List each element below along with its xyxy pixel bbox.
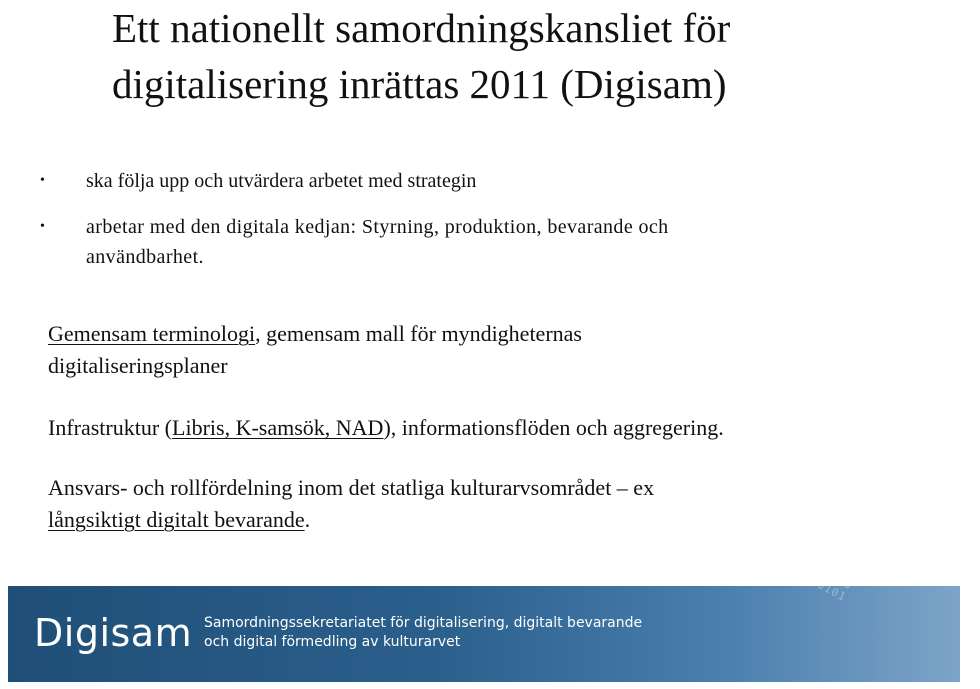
binary-pattern: 01001010101010101101 10100101010101011011 01010100101010110101 10101010101001011010 01010101101010101011 10100101010110101010 01011010101010100101 xyxy=(707,451,886,604)
infrastructure-link[interactable]: Libris, K-samsök, NAD xyxy=(172,415,384,440)
terminology-link[interactable]: Gemensam terminologi xyxy=(48,321,256,346)
bullet-marker: • xyxy=(40,173,45,188)
bullet-text-line-1: arbetar med den digitala kedjan: Styrning, produktion, bevarande och xyxy=(86,216,669,238)
paragraph-infrastructure xyxy=(48,412,948,444)
bullet-item-1 xyxy=(40,166,920,196)
tagline-line-2: och digital förmedling av kulturarvet xyxy=(204,634,461,650)
paragraph-text-after: ), informationsflöden och aggregering. xyxy=(383,415,724,440)
paragraph-line xyxy=(48,318,948,350)
slide-title-line-1: Ett nationellt samordningskansliet för xyxy=(112,5,731,51)
bullet-text-line-2: användbarhet. xyxy=(86,246,204,268)
paragraph-text: , gemensam mall för myndigheternas xyxy=(255,321,582,346)
slide-title xyxy=(112,0,942,112)
tagline-line-1: Samordningssekretariatet för digitalisering, digitalt bevarande xyxy=(204,615,643,631)
paragraph-line-2: digitaliseringsplaner xyxy=(48,353,228,378)
paragraph-line-1: Ansvars- och rollfördelning inom det statliga kulturarvsområdet – ex xyxy=(48,475,655,500)
paragraph-text-before: Infrastruktur ( xyxy=(48,415,173,440)
slide-title-line-2: digitalisering inrättas 2011 (Digisam) xyxy=(112,61,727,107)
bullet-marker: • xyxy=(40,219,46,234)
bullet-text: ska följa upp och utvärdera arbetet med strategin xyxy=(86,170,477,192)
bullet-list xyxy=(40,166,920,272)
digisam-logo: Digisam xyxy=(34,611,193,655)
footer-tagline xyxy=(204,614,642,652)
paragraph-text-after: . xyxy=(304,507,311,532)
paragraph-terminology xyxy=(48,318,948,382)
bullet-item-2 xyxy=(40,212,920,272)
preservation-link[interactable]: långsiktigt digitalt bevarande xyxy=(48,507,305,532)
